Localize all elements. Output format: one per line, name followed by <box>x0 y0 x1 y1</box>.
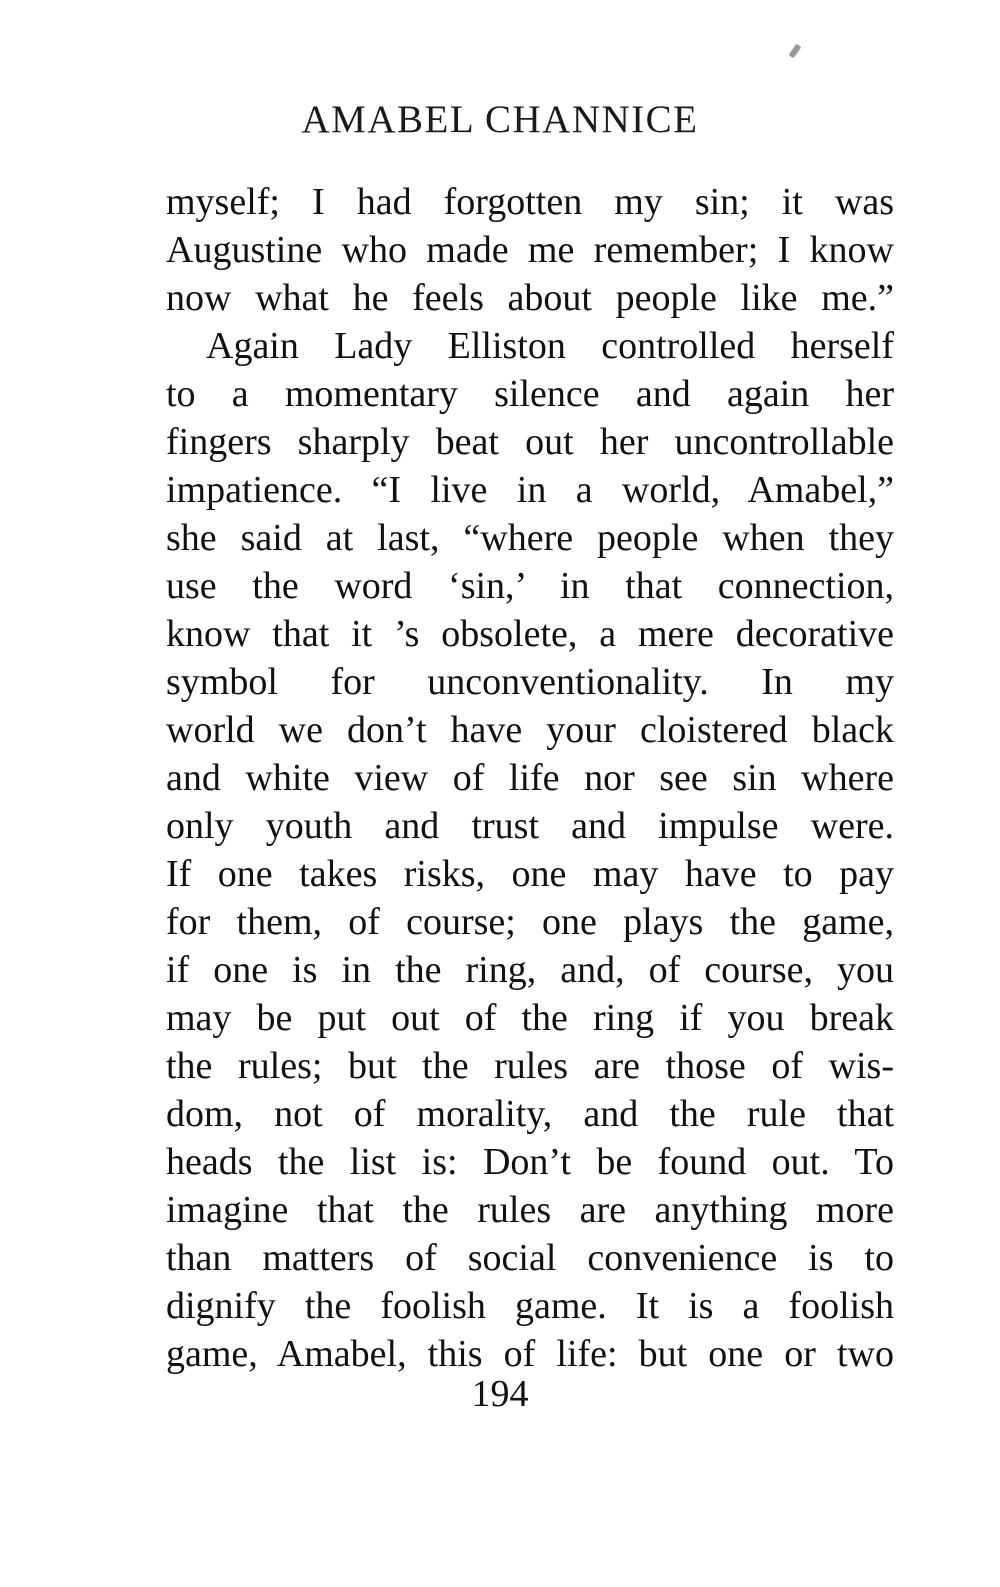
ink-speck <box>789 44 802 59</box>
text-line: game, Amabel, this of life: but one or two <box>166 1333 894 1375</box>
text-line: than matters of social convenience is to <box>166 1237 894 1279</box>
text-line: impatience. “I live in a world, Amabel,” <box>166 469 894 511</box>
text-line: if one is in the ring, and, of course, you <box>166 949 894 991</box>
text-line: and white view of life nor see sin where <box>166 757 894 799</box>
text-line: may be put out of the ring if you break <box>166 997 894 1039</box>
text-line: imagine that the rules are anything more <box>166 1189 894 1231</box>
text-line: dignify the foolish game. It is a foolish <box>166 1285 894 1327</box>
text-line: use the word ‘sin,’ in that connection, <box>166 565 894 607</box>
text-line: know that it ’s obsolete, a mere decorative <box>166 613 894 655</box>
text-line: for them, of course; one plays the game, <box>166 901 894 943</box>
text-line: myself; I had forgotten my sin; it was <box>166 181 894 223</box>
body-text <box>166 178 894 1378</box>
text-line: symbol for unconventionality. In my <box>166 661 894 703</box>
running-head: AMABEL CHANNICE <box>301 98 699 141</box>
page-number: 194 <box>471 1373 529 1415</box>
text-line: world we don’t have your cloistered black <box>166 709 894 751</box>
text-line: dom, not of morality, and the rule that <box>166 1093 894 1135</box>
text-line: the rules; but the rules are those of wis- <box>166 1045 894 1087</box>
text-line: Augustine who made me remember; I know <box>166 229 894 271</box>
text-line: heads the list is: Don’t be found out. To <box>166 1141 894 1183</box>
text-line: only youth and trust and impulse were. <box>166 805 894 847</box>
text-line: fingers sharply beat out her uncontrollable <box>166 421 894 463</box>
text-line: Again Lady Elliston controlled herself <box>206 325 894 367</box>
text-line: to a momentary silence and again her <box>166 373 894 415</box>
text-line: now what he feels about people like me.” <box>166 277 894 319</box>
text-line: If one takes risks, one may have to pay <box>166 853 894 895</box>
text-line: she said at last, “where people when they <box>166 517 894 559</box>
